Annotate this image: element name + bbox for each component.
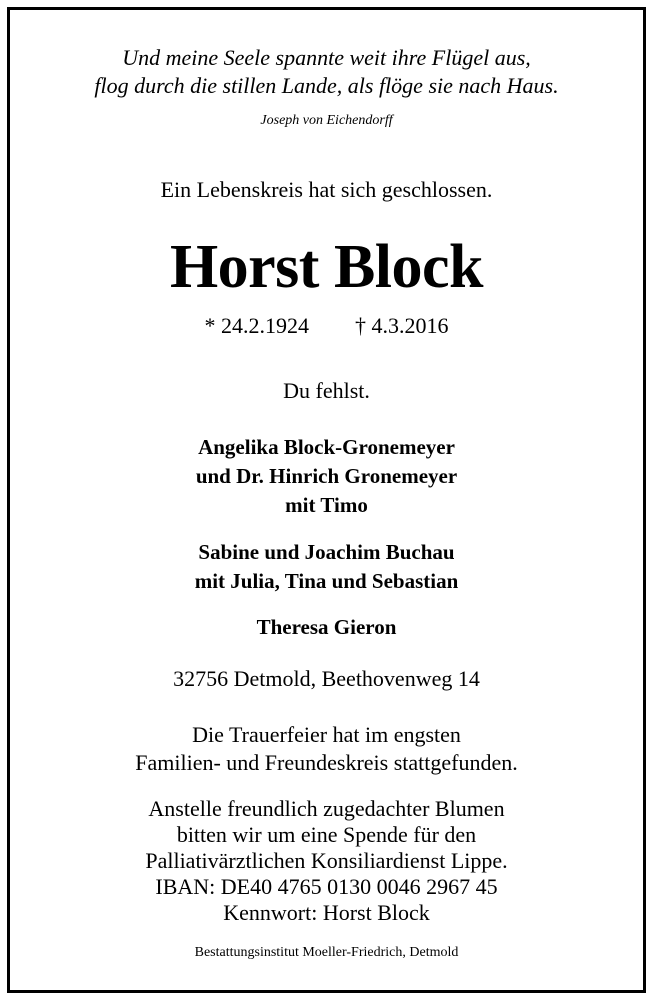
donation-line-3: Palliativärztlichen Konsiliardienst Lippe. xyxy=(145,848,508,873)
quote-line-2: flog durch die stillen Lande, als flöge sie nach Haus. xyxy=(94,73,559,98)
mourner-line-1: Angelika Block-Gronemeyer xyxy=(198,435,455,459)
donation-iban: IBAN: DE40 4765 0130 0046 2967 45 xyxy=(155,874,498,899)
mourner-line-5: mit Julia, Tina und Sebastian xyxy=(194,569,459,593)
donation-keyword: Kennwort: Horst Block xyxy=(223,900,430,925)
birth-date: * 24.2.1924 xyxy=(204,313,309,338)
ceremony-line-1: Die Trauerfeier hat im engsten xyxy=(192,722,461,747)
donation-line-2: bitten wir um eine Spende für den xyxy=(176,822,477,847)
life-dates xyxy=(10,313,643,339)
mourner-line-3: mit Timo xyxy=(285,493,368,517)
ceremony-line-2: Familien- und Freundeskreis stattgefunden. xyxy=(135,750,518,775)
funeral-home: Bestattungsinstitut Moeller-Friedrich, Detmold xyxy=(194,945,459,960)
intro-text: Ein Lebenskreis hat sich geschlossen. xyxy=(160,177,493,202)
mourner-line-6: Theresa Gieron xyxy=(256,615,397,639)
address: 32756 Detmold, Beethovenweg 14 xyxy=(173,666,480,691)
quote-author: Joseph von Eichendorff xyxy=(260,113,393,128)
mourner-line-4: Sabine und Joachim Buchau xyxy=(198,540,455,564)
deceased-name: Horst Block xyxy=(169,233,484,301)
quote-line-1: Und meine Seele spannte weit ihre Flügel aus, xyxy=(122,45,531,70)
death-date: † 4.3.2016 xyxy=(355,313,449,338)
donation-line-1: Anstelle freundlich zugedachter Blumen xyxy=(148,796,505,821)
farewell-message: Du fehlst. xyxy=(283,378,370,403)
mourner-line-2: und Dr. Hinrich Gronemeyer xyxy=(195,464,458,488)
